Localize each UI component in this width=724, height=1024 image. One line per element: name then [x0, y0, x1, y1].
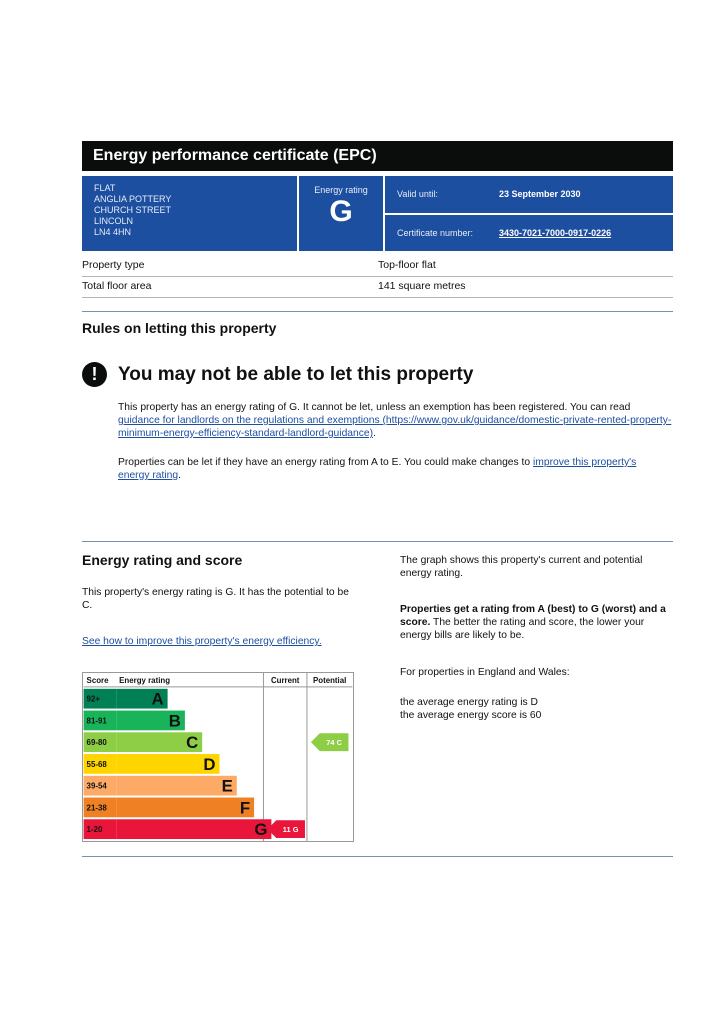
- address-line: LINCOLN: [94, 216, 134, 226]
- rules-paragraph-1: [118, 401, 674, 440]
- energy-rating-label: Energy rating: [314, 185, 368, 195]
- average-rating: the average energy rating is D: [400, 697, 538, 708]
- warning-title: You may not be able to let this property: [118, 364, 474, 385]
- rating-explanation-bold: Properties get a rating from A (best) to G (worst) and a score.: [400, 604, 666, 628]
- section-divider: [82, 311, 673, 312]
- floor-area-value: 141 square metres: [378, 280, 466, 292]
- current-rating-label: 11 G: [282, 825, 299, 835]
- score-text: This property's energy rating is G. It has the potential to be C.: [82, 587, 349, 611]
- address-line: CHURCH STREET: [94, 205, 172, 215]
- band-letter: D: [203, 754, 216, 774]
- floor-area-label: Total floor area: [82, 280, 152, 292]
- band-bar: [116, 776, 237, 796]
- property-address: [82, 176, 297, 251]
- average-score: the average energy score is 60: [400, 710, 542, 721]
- page-title: Energy performance certificate (EPC): [82, 141, 673, 171]
- chart-header-score: Score: [86, 675, 109, 685]
- landlord-guidance-link[interactable]: guidance for landlords on the regulations and exemptions (https://www.gov.uk/guidance/domestic-private-rented-property-minimum-energy-efficiency-standard-landlord-guidance): [118, 415, 672, 439]
- energy-rating-chart: [82, 672, 354, 842]
- graph-explanation: The graph shows this property's current and potential energy rating.: [400, 555, 643, 579]
- band-score-range: 39-54: [86, 781, 107, 791]
- rules-paragraph-2: [118, 456, 638, 482]
- energy-rating-box: [299, 176, 383, 251]
- improve-efficiency-link[interactable]: See how to improve this property's energy efficiency.: [82, 636, 322, 647]
- potential-rating-label: 74 C: [326, 738, 342, 748]
- valid-until-value: 23 September 2030: [499, 189, 581, 199]
- rules-text-end: .: [373, 428, 376, 439]
- property-type-value: Top-floor flat: [378, 259, 436, 271]
- rating-explanation-rest: The better the rating and score, the lower your energy bills are likely to be.: [400, 617, 645, 641]
- band-bar: [116, 819, 271, 839]
- certificate-number-label: Certificate number:: [397, 228, 474, 238]
- warning-icon: !: [82, 362, 107, 387]
- valid-until-label: Valid until:: [397, 189, 438, 199]
- band-letter: C: [186, 733, 199, 753]
- rules-text-end: .: [178, 470, 181, 481]
- rules-heading: Rules on letting this property: [82, 320, 277, 336]
- address-line: ANGLIA POTTERY: [94, 194, 172, 204]
- certificate-number-value: 3430-7021-7000-0917-0226: [499, 228, 612, 238]
- band-letter: A: [151, 689, 164, 709]
- rating-explanation: [400, 603, 674, 642]
- band-score-range: 1-20: [86, 825, 103, 835]
- band-score-range: 92+: [86, 694, 100, 704]
- band-letter: G: [254, 820, 268, 840]
- address-line: FLAT: [94, 183, 116, 193]
- band-score-range: 21-38: [86, 803, 107, 813]
- energy-rating-value: G: [329, 195, 353, 228]
- band-letter: E: [221, 776, 233, 796]
- band-letter: F: [239, 798, 251, 818]
- chart-header-current: Current: [270, 675, 300, 685]
- rules-text: This property has an energy rating of G. It cannot be let, unless an exemption has been registered. You can read: [118, 402, 631, 413]
- property-type-label: Property type: [82, 259, 145, 271]
- chart-header-potential: Potential: [313, 675, 347, 685]
- band-score-range: 69-80: [86, 738, 107, 748]
- rules-text: Properties can be let if they have an energy rating from A to E. You could make changes to: [118, 457, 531, 468]
- chart-header-rating: Energy rating: [119, 675, 171, 685]
- band-letter: B: [168, 711, 181, 731]
- divider: [82, 297, 673, 298]
- region-label: For properties in England and Wales:: [400, 667, 570, 678]
- valid-until: [385, 176, 673, 213]
- address-line: LN4 4HN: [94, 227, 132, 237]
- band-bar: [116, 798, 254, 818]
- certificate-number: [385, 215, 673, 251]
- band-score-range: 81-91: [86, 716, 107, 726]
- band-score-range: 55-68: [86, 759, 107, 769]
- section-divider: [82, 541, 673, 542]
- improve-rating-link[interactable]: improve this property's energy rating: [118, 457, 637, 481]
- score-heading: Energy rating and score: [82, 552, 243, 568]
- section-divider: [82, 856, 673, 857]
- divider: [82, 276, 673, 277]
